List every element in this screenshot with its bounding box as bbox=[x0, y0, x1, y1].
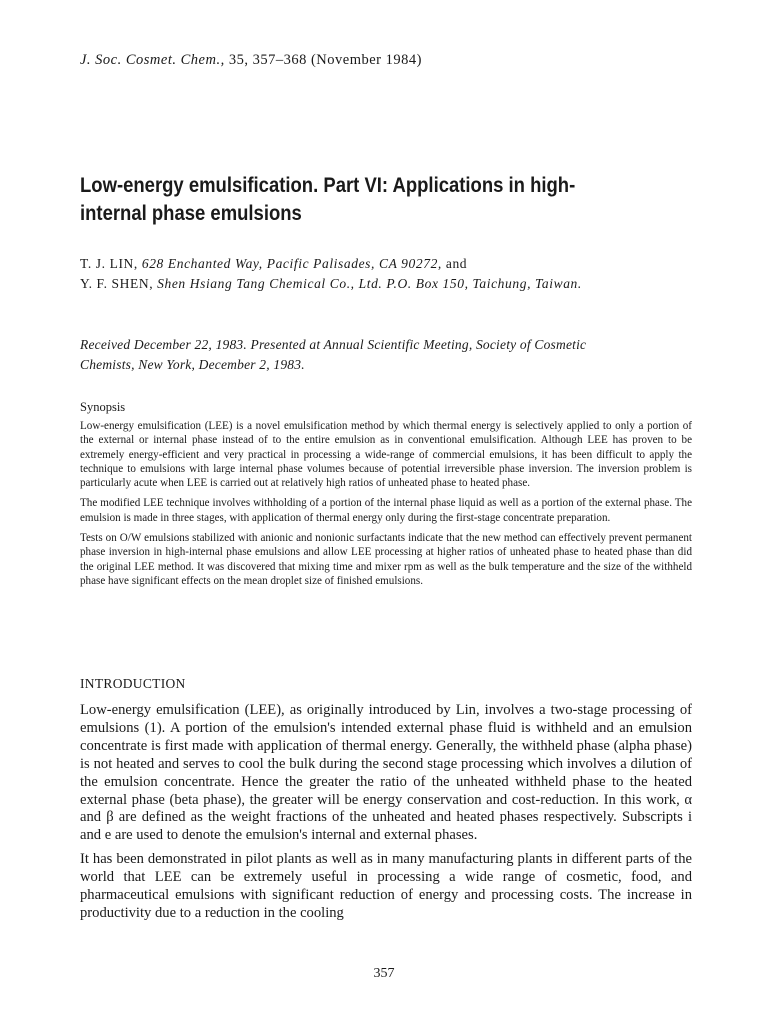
author-block bbox=[80, 254, 600, 294]
author-2-address: Shen Hsiang Tang Chemical Co., Ltd. P.O. Box 150, Taichung, Taiwan. bbox=[157, 276, 582, 291]
received-note: Received December 22, 1983. Presented at Annual Scientific Meeting, Society of Cosmetic Chemists, New York, December 2, 1983. bbox=[80, 337, 587, 372]
synopsis-paragraph: Tests on O/W emulsions stabilized with anionic and nonionic surfactants indicate that the new method can effectively prevent permanent phase inversion in high-internal phase emulsions and allow LEE processing at higher ratios of unheated phase to heated phase than did the original LEE method. It was discovered that mixing time and mixer rpm as well as the bulk temperature and the size of the withheld phase have significant effects on the mean droplet size of finished emulsions. bbox=[80, 532, 692, 587]
body-paragraph: Low-energy emulsification (LEE), as originally introduced by Lin, involves a two-stage processing of emulsions (1). A portion of the emulsion's intended external phase fluid is withheld and an emulsion concentrate is first made with application of thermal energy. Generally, the withheld phase (alpha phase) is not heated and serves to cool the bulk during the second stage processing which involves a dilution of the emulsion concentrate. Hence the greater the ratio of the unheated withheld phase to the heated external phase (beta phase), the greater will be energy conservation and cost-reduction. In this work, α and β are defined as the weight fractions of the unheated and heated phases respectively. Subscripts i and e are used to denote the emulsion's internal and external phases. bbox=[80, 702, 692, 844]
journal-citation bbox=[80, 52, 422, 69]
synopsis-paragraph: The modified LEE technique involves withholding of a portion of the internal phase liquid as well as a portion of the external phase. The emulsion is made in three stages, with application of thermal energy only during the first-stage concentrate preparation. bbox=[80, 497, 692, 524]
synopsis-heading: Synopsis bbox=[80, 400, 126, 414]
journal-name: J. Soc. Cosmet. Chem., bbox=[80, 52, 225, 68]
introduction-heading: INTRODUCTION bbox=[80, 676, 186, 691]
author-2-name: Y. F. SHEN, bbox=[80, 276, 158, 291]
citation-details: 35, 357–368 (November 1984) bbox=[224, 52, 422, 68]
synopsis-body bbox=[80, 419, 692, 594]
body-paragraph: It has been demonstrated in pilot plants as well as in many manufacturing plants in different parts of the world that LEE can be extremely useful in processing a wide range of cosmetic, food, and pharmaceutical emulsions with significant reduction of energy and processing costs. The increase in productivity due to a reduction in the cooling bbox=[80, 851, 692, 921]
author-conjunction: and bbox=[441, 256, 468, 271]
introduction-body bbox=[80, 702, 692, 929]
synopsis-paragraph: Low-energy emulsification (LEE) is a novel emulsification method by which thermal energy is selectively applied to only a portion of the external or internal phase instead of to the entire emulsion as in conventional emulsification. Although LEE has proven to be extremely energy-efficient and very practical in processing a wide-range of commercial emulsions, it has been difficult to apply the technique to emulsions with large internal phase volumes because of potential irreversible phase inversion. The inversion problem is particularly acute when LEE is carried out at relatively high ratios of unheated phase to heated phase. bbox=[80, 420, 692, 490]
article-title: Low-energy emulsification. Part VI: Applications in high-internal phase emulsions bbox=[80, 174, 576, 225]
author-1-name: T. J. LIN, bbox=[80, 256, 142, 271]
page-number: 357 bbox=[373, 966, 395, 981]
author-1-address: 628 Enchanted Way, Pacific Palisades, CA 90272, bbox=[141, 256, 442, 271]
